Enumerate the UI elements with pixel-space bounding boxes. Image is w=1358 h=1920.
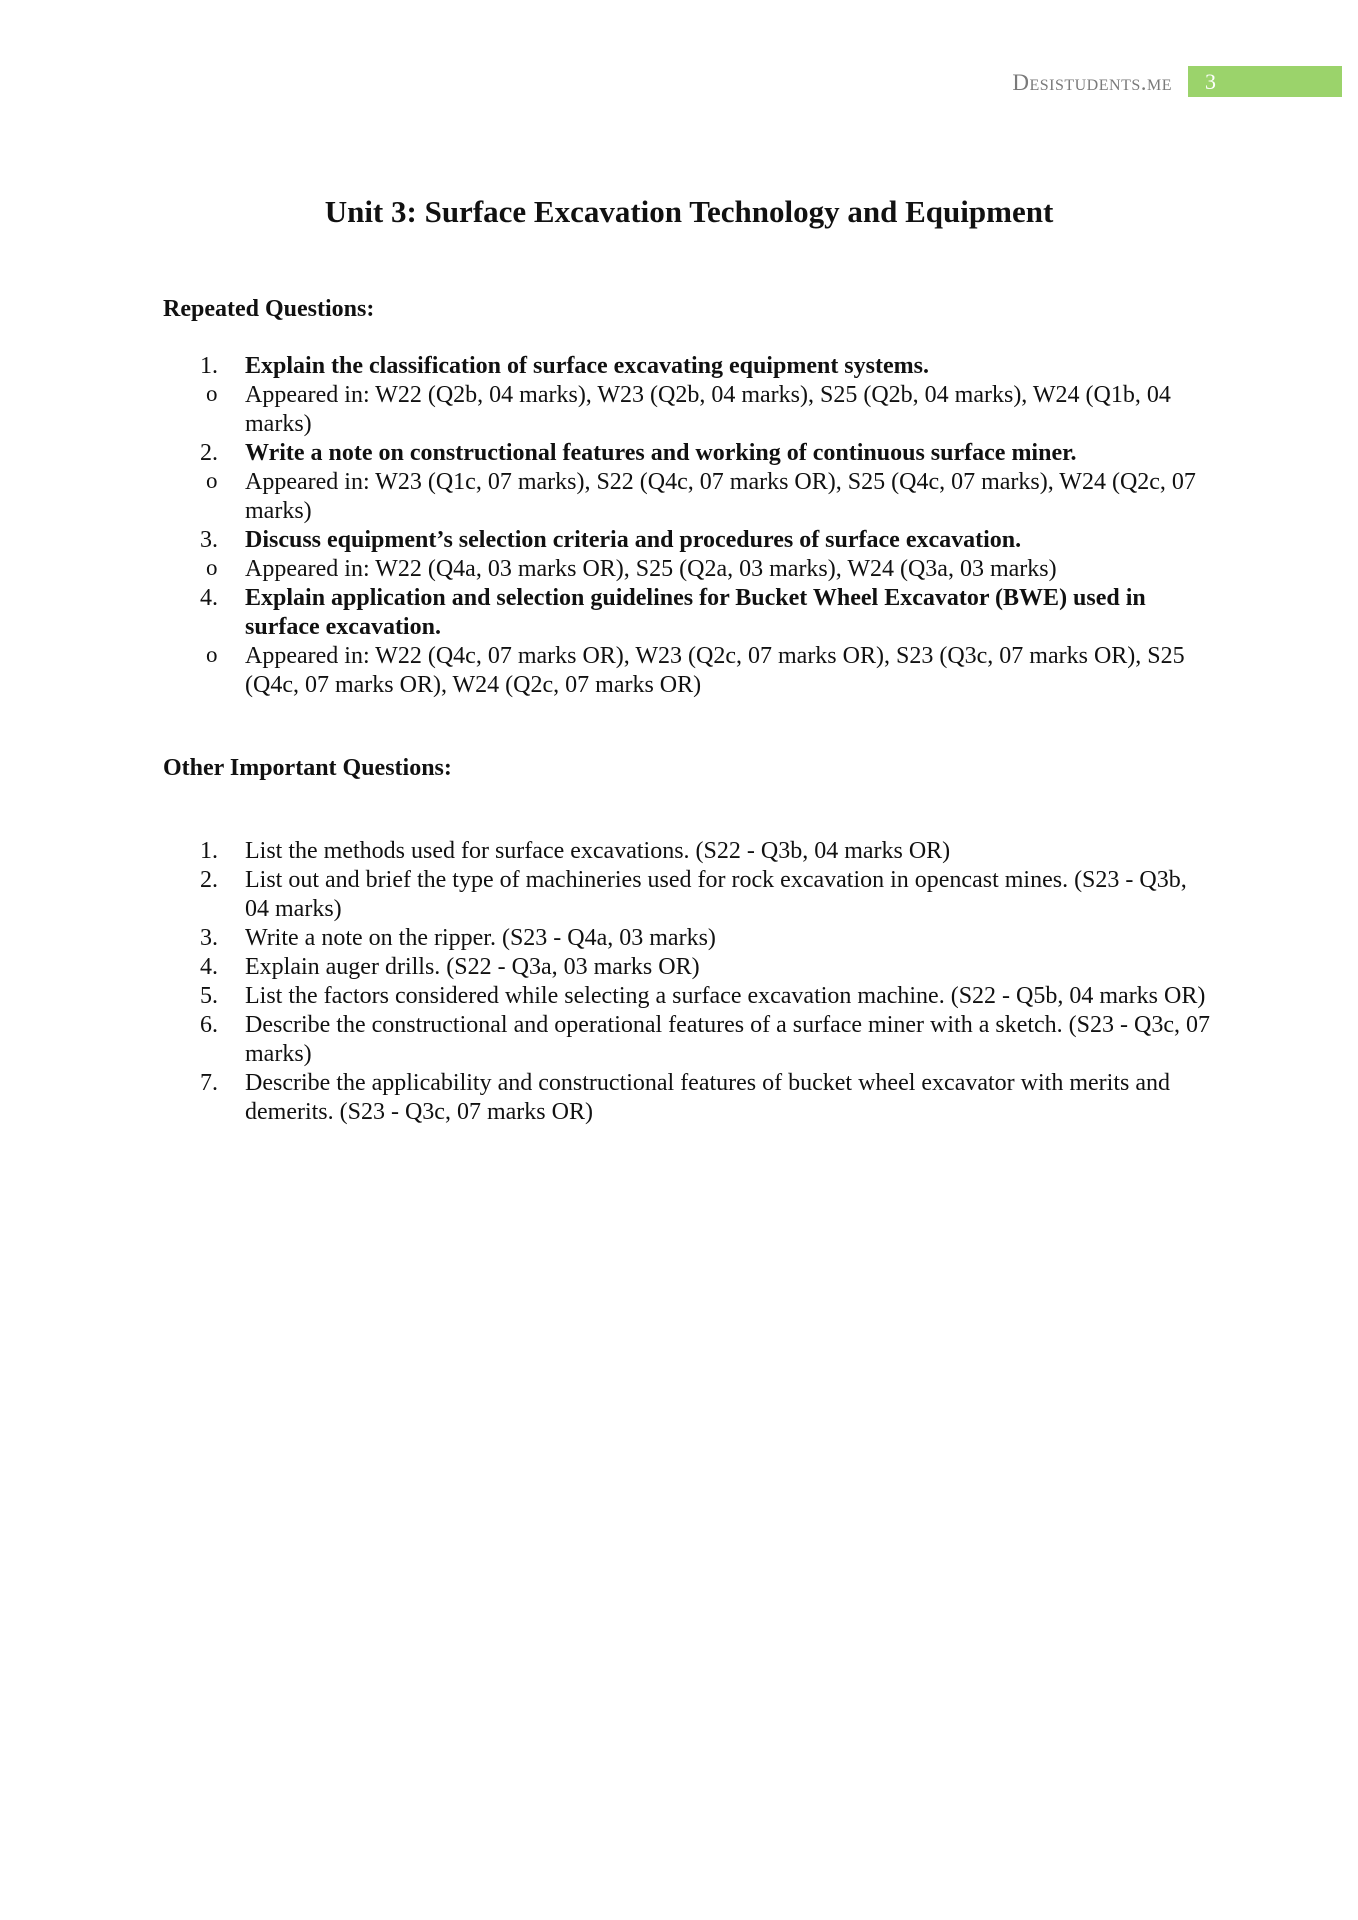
- question-text: Describe the applicability and constructional features of bucket wheel excavator with merits and demerits. (S23 - Q3c, 07 marks OR): [245, 1070, 1170, 1125]
- list-item: [163, 526, 1213, 555]
- header-site-name: Desistudents.me: [1012, 70, 1172, 95]
- document-title-text: Unit 3: Surface Excavation Technology and Equipment: [324, 194, 1054, 229]
- appeared-in-text: Appeared in: W22 (Q2b, 04 marks), W23 (Q2b, 04 marks), S25 (Q2b, 04 marks), W24 (Q1b, 04 marks): [245, 382, 1171, 437]
- question-text: List the methods used for surface excavations. (S22 - Q3b, 04 marks OR): [245, 838, 951, 864]
- appeared-in: [163, 642, 1213, 700]
- appeared-in: [163, 381, 1213, 439]
- question-text: Write a note on constructional features and working of continuous surface miner.: [245, 440, 1077, 466]
- document-title: [0, 192, 1358, 232]
- bullet-icon: o: [206, 555, 218, 580]
- question-text: Describe the constructional and operational features of a surface miner with a sketch. (S23 - Q3c, 07 marks): [245, 1012, 1210, 1067]
- question-text: Explain application and selection guidelines for Bucket Wheel Excavator (BWE) used in surface excavation.: [245, 585, 1146, 640]
- list-item: [163, 953, 1213, 982]
- list-number: 2.: [200, 867, 218, 893]
- list-item: [163, 982, 1213, 1011]
- appeared-in-text: Appeared in: W22 (Q4c, 07 marks OR), W23 (Q2c, 07 marks OR), S23 (Q3c, 07 marks OR), S25 (Q4c, 07 marks OR), W24 (Q2c, 07 marks OR): [245, 643, 1185, 698]
- appeared-in-text: Appeared in: W22 (Q4a, 03 marks OR), S25 (Q2a, 03 marks), W24 (Q3a, 03 marks): [245, 556, 1057, 582]
- list-number: 5.: [200, 983, 218, 1009]
- appeared-in-text: Appeared in: W23 (Q1c, 07 marks), S22 (Q4c, 07 marks OR), S25 (Q4c, 07 marks), W24 (Q2c, 07 marks): [245, 469, 1196, 524]
- list-number: 2.: [200, 440, 218, 466]
- list-item: [163, 837, 1213, 866]
- list-number: 6.: [200, 1012, 218, 1038]
- appeared-in: [163, 468, 1213, 526]
- list-number: 1.: [200, 838, 218, 864]
- list-number: 1.: [200, 353, 218, 379]
- question-text: Write a note on the ripper. (S23 - Q4a, 03 marks): [245, 925, 716, 951]
- repeated-questions-heading: Repeated Questions:: [163, 296, 375, 322]
- bullet-icon: o: [206, 642, 218, 667]
- list-item: [163, 1011, 1213, 1069]
- bullet-icon: o: [206, 468, 218, 493]
- question-text: Explain the classification of surface excavating equipment systems.: [245, 353, 929, 379]
- list-item: [163, 439, 1213, 468]
- list-number: 4.: [200, 585, 218, 611]
- list-item: [163, 924, 1213, 953]
- list-number: 3.: [200, 527, 218, 553]
- other-questions-heading: Other Important Questions:: [163, 755, 452, 781]
- other-questions-list: [163, 837, 1213, 1127]
- list-item: [163, 866, 1213, 924]
- page-number-badge: [1188, 66, 1342, 97]
- appeared-in: [163, 555, 1213, 584]
- question-text: List out and brief the type of machineries used for rock excavation in opencast mines. (S23 - Q3b, 04 marks): [245, 867, 1187, 922]
- question-text: List the factors considered while selecting a surface excavation machine. (S22 - Q5b, 04 marks OR): [245, 983, 1206, 1009]
- list-item: [163, 1069, 1213, 1127]
- list-number: 3.: [200, 925, 218, 951]
- question-text: Discuss equipment’s selection criteria and procedures of surface excavation.: [245, 527, 1022, 553]
- list-item: [163, 352, 1213, 381]
- page-number: 3: [1205, 69, 1216, 94]
- repeated-questions-list: [163, 352, 1213, 700]
- list-number: 4.: [200, 954, 218, 980]
- bullet-icon: o: [206, 381, 218, 406]
- list-number: 7.: [200, 1070, 218, 1096]
- question-text: Explain auger drills. (S22 - Q3a, 03 marks OR): [245, 954, 700, 980]
- list-item: [163, 584, 1213, 642]
